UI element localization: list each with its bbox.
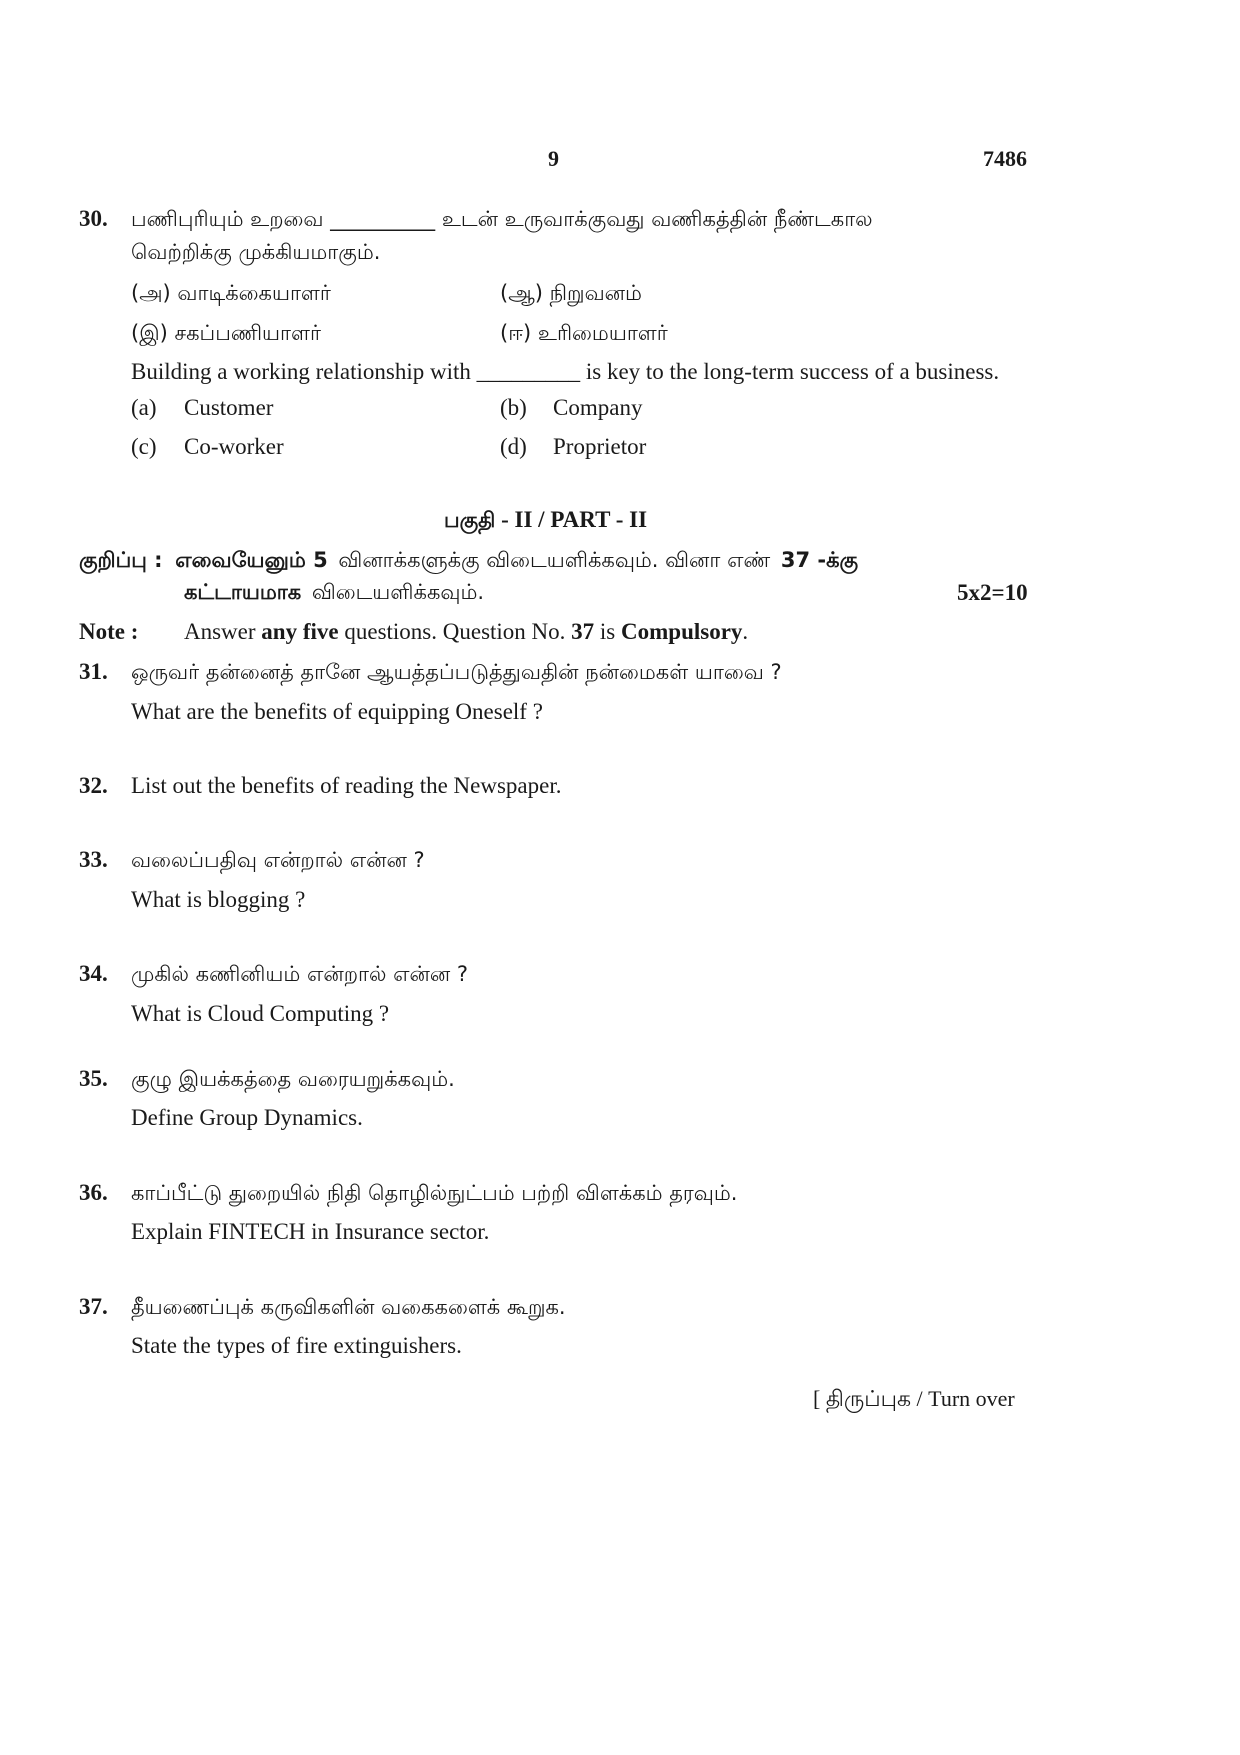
- note-text: questions. Question No.: [344, 619, 566, 644]
- question-tamil: குழு இயக்கத்தை வரையறுக்கவும்.: [131, 1067, 455, 1091]
- question-number: 36.: [79, 1180, 108, 1205]
- section-heading-tamil: பகுதி: [444, 508, 496, 532]
- option-text: Customer: [184, 395, 274, 420]
- question-english: List out the benefits of reading the Newspaper.: [131, 773, 562, 798]
- note-tamil-line2: [184, 580, 484, 607]
- note-tamil-text: விடையளிக்கவும்.: [311, 580, 485, 604]
- question-english: Define Group Dynamics.: [131, 1105, 363, 1130]
- question-tamil: காப்பீட்டு துறையில் நிதி தொழில்நுட்பம் பற்றி விளக்கம் தரவும்.: [131, 1181, 738, 1205]
- note-tamil-qnum: 37 -க்கு: [780, 548, 859, 572]
- page-number: 9: [548, 146, 559, 171]
- question-30-tamil-line1: பணிபுரியும் உறவை __________ உடன் உருவாக்குவது வணிகத்தின் நீண்டகால: [131, 207, 873, 231]
- option-label: (ஈ): [500, 321, 532, 345]
- question-english: What is blogging ?: [131, 887, 306, 912]
- note-text: is: [599, 619, 616, 644]
- question-number: 30.: [79, 206, 108, 231]
- option-tamil-d: [500, 321, 668, 348]
- question-number: 37.: [79, 1294, 108, 1319]
- question-tamil: தீயணைப்புக் கருவிகளின் வகைகளைக் கூறுக.: [131, 1295, 566, 1319]
- option-text: Company: [553, 395, 643, 420]
- option-text: Proprietor: [553, 434, 647, 459]
- option-text: Co-worker: [184, 434, 284, 459]
- option-label: (a): [131, 395, 157, 420]
- note-tamil-text: வினாக்களுக்கு விடையளிக்கவும். வினா எண்: [338, 548, 771, 572]
- option-text: சகப்பணியாளர்: [174, 321, 321, 345]
- turn-over-note: [ திருப்புக / Turn over: [813, 1386, 1015, 1411]
- question-tamil: ஒருவர் தன்னைத் தானே ஆயத்தப்படுத்துவதின் நன்மைகள் யாவை ?: [131, 660, 782, 684]
- question-english: Explain FINTECH in Insurance sector.: [131, 1219, 490, 1244]
- section-heading: [444, 507, 647, 535]
- note-tamil-line1: [79, 548, 858, 575]
- note-emphasis: 37: [571, 619, 595, 644]
- option-label: (b): [500, 395, 527, 420]
- question-number: 32.: [79, 773, 108, 798]
- note-text: Answer: [184, 619, 256, 644]
- note-text: .: [742, 619, 749, 644]
- question-tamil: முகில் கணினியம் என்றால் என்ன ?: [131, 962, 469, 986]
- note-tamil-compulsory: கட்டாயமாக: [184, 580, 302, 604]
- option-text: வாடிக்கையாளர்: [177, 281, 331, 305]
- note-emphasis: Compulsory: [621, 619, 743, 644]
- question-30-english: Building a working relationship with _________ is key to the long-term success of a business.: [131, 359, 1000, 384]
- option-text: நிறுவனம்: [549, 281, 642, 305]
- question-30-tamil-line2: வெற்றிக்கு முக்கியமாகும்.: [131, 240, 381, 264]
- question-english: What are the benefits of equipping Oneself ?: [131, 699, 543, 724]
- option-label: (d): [500, 434, 527, 459]
- section-heading-english: - II / PART - II: [501, 507, 648, 532]
- option-label: (ஆ): [500, 281, 543, 305]
- question-number: 33.: [79, 847, 108, 872]
- question-english: State the types of fire extinguishers.: [131, 1333, 462, 1358]
- option-tamil-b: [500, 281, 642, 308]
- paper-code: 7486: [983, 146, 1027, 171]
- note-tamil-bold: எவையேனும் 5: [175, 548, 328, 572]
- question-number: 34.: [79, 961, 108, 986]
- question-number: 31.: [79, 659, 108, 684]
- note-label: Note :: [79, 619, 139, 644]
- marks-scheme: 5x2=10: [957, 580, 1028, 605]
- option-label: (c): [131, 434, 157, 459]
- note-tamil-label: குறிப்பு :: [79, 548, 163, 572]
- option-label: (இ): [131, 321, 168, 345]
- note-english: [184, 619, 748, 645]
- option-tamil-a: [131, 281, 331, 308]
- note-emphasis: any five: [261, 619, 339, 644]
- question-number: 35.: [79, 1066, 108, 1091]
- option-tamil-c: [131, 321, 321, 348]
- option-text: உரிமையாளர்: [537, 321, 668, 345]
- question-tamil: வலைப்பதிவு என்றால் என்ன ?: [131, 848, 425, 872]
- option-label: (அ): [131, 281, 171, 305]
- question-english: What is Cloud Computing ?: [131, 1001, 390, 1026]
